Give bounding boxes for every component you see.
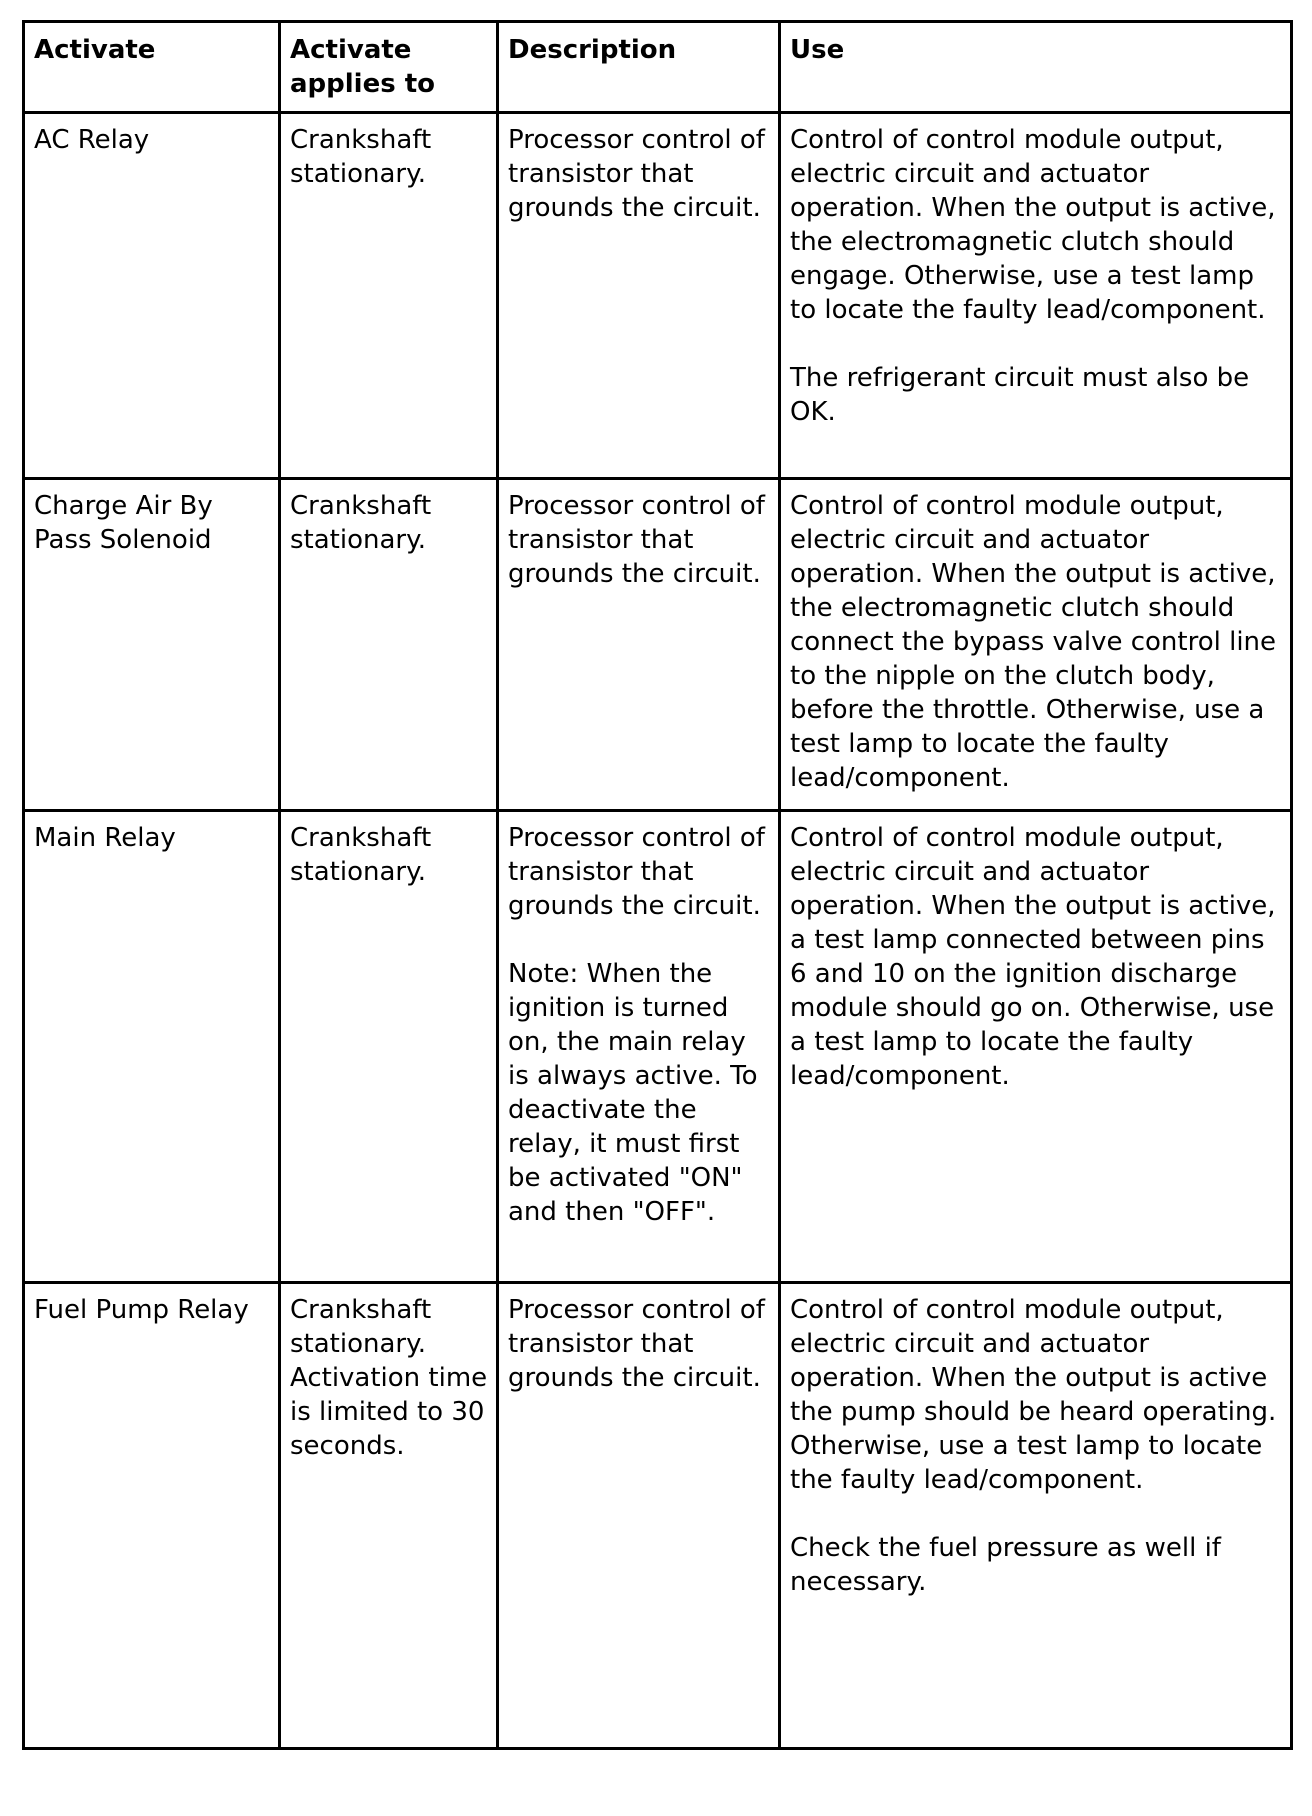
description-note: Note: When the ignition is turned on, the main relay is always active. To deactivate the relay, it must first be activated "ON" and then "OFF". (508, 959, 758, 1227)
use-paragraph: Control of control module output, electric circuit and actuator operation. When the output is active, a test lamp connected between pins 6 and 10 on the ignition discharge module should go on. Otherwise, use a test lamp to locate the faulty lead/component. (790, 823, 1276, 1091)
use-paragraph: Control of control module output, electric circuit and actuator operation. When the output is active the pump should be heard operating. Otherwise, use a test lamp to locate the faulty lead/component. (790, 1295, 1277, 1495)
table-header-row (24, 22, 1292, 113)
cell-description (498, 1283, 780, 1749)
table-row (24, 113, 1292, 479)
cell-applies-to: Crankshaft stationary. (280, 811, 498, 1283)
activation-table (22, 20, 1293, 1750)
use-paragraph: Check the fuel pressure as well if necessary. (790, 1533, 1221, 1597)
cell-activate: Main Relay (24, 811, 280, 1283)
description-paragraph: Processor control of transistor that grounds the circuit. (508, 1295, 765, 1393)
cell-description (498, 479, 780, 811)
description-paragraph: Processor control of transistor that grounds the circuit. (508, 491, 765, 589)
cell-use (780, 1283, 1292, 1749)
cell-activate: Fuel Pump Relay (24, 1283, 280, 1749)
cell-activate: AC Relay (24, 113, 280, 479)
cell-description (498, 811, 780, 1283)
use-paragraph: Control of control module output, electric circuit and actuator operation. When the output is active, the electromagnetic clutch should engage. Otherwise, use a test lamp to locate the faulty lead/component. (790, 125, 1276, 325)
use-paragraph: The refrigerant circuit must also be OK. (790, 363, 1250, 427)
cell-use (780, 811, 1292, 1283)
cell-activate: Charge Air By Pass Solenoid (24, 479, 280, 811)
cell-applies-to: Crankshaft stationary. Activation time is limited to 30 seconds. (280, 1283, 498, 1749)
cell-description (498, 113, 780, 479)
description-paragraph: Processor control of transistor that grounds the circuit. (508, 823, 765, 921)
description-paragraph: Processor control of transistor that grounds the circuit. (508, 125, 765, 223)
table-row (24, 1283, 1292, 1749)
header-description: Description (498, 22, 780, 113)
cell-use (780, 479, 1292, 811)
use-paragraph: Control of control module output, electric circuit and actuator operation. When the output is active, the electromagnetic clutch should connect the bypass valve control line to the nipple on the clutch body, before the throttle. Otherwise, use a test lamp to locate the faulty lead/component. (790, 491, 1277, 793)
header-activate: Activate (24, 22, 280, 113)
cell-use (780, 113, 1292, 479)
cell-applies-to: Crankshaft stationary. (280, 479, 498, 811)
table-row (24, 811, 1292, 1283)
header-use: Use (780, 22, 1292, 113)
cell-applies-to: Crankshaft stationary. (280, 113, 498, 479)
table-row (24, 479, 1292, 811)
header-activate-applies-to: Activate applies to (280, 22, 498, 113)
